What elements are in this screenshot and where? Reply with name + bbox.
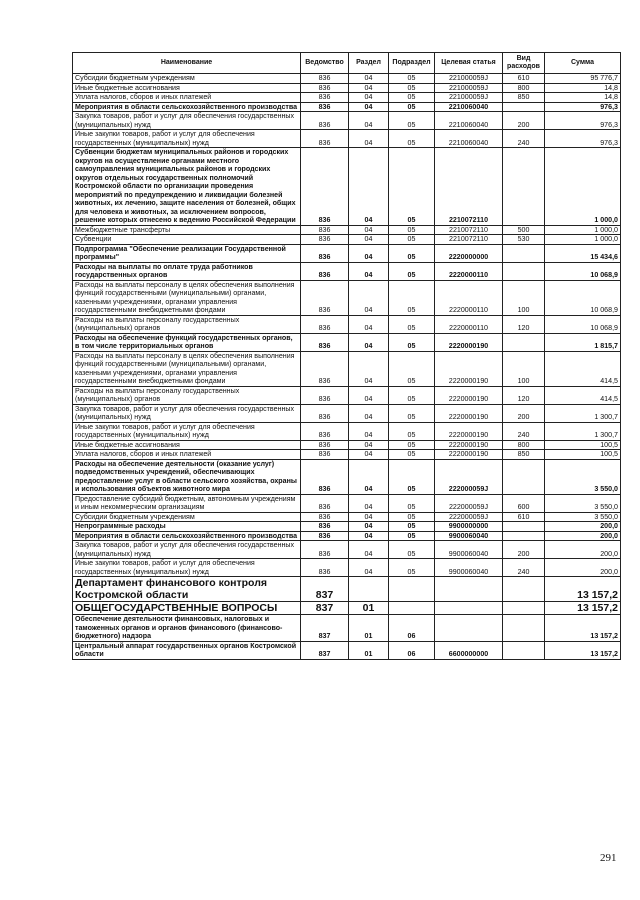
cell-vedomstvo: 836 xyxy=(301,93,349,103)
cell-celevaya-statya: 9900060040 xyxy=(435,531,503,541)
cell-razdel: 04 xyxy=(349,148,389,226)
cell-vid-rashodov: 200 xyxy=(503,541,545,559)
cell-podrazdel: 05 xyxy=(389,404,435,422)
cell-vedomstvo: 836 xyxy=(301,512,349,522)
cell-celevaya-statya xyxy=(435,615,503,642)
cell-podrazdel: 06 xyxy=(389,615,435,642)
cell-summa: 13 157,2 xyxy=(545,602,621,615)
cell-vedomstvo: 836 xyxy=(301,333,349,351)
cell-summa: 13 157,2 xyxy=(545,615,621,642)
cell-razdel: 04 xyxy=(349,315,389,333)
cell-summa: 414,5 xyxy=(545,351,621,386)
table-row xyxy=(73,494,621,512)
cell-summa: 15 434,6 xyxy=(545,244,621,262)
cell-name: Мероприятия в области сельскохозяйственного производства xyxy=(73,531,301,541)
cell-razdel: 04 xyxy=(349,512,389,522)
cell-vid-rashodov xyxy=(503,148,545,226)
cell-vedomstvo: 836 xyxy=(301,315,349,333)
cell-vid-rashodov: 200 xyxy=(503,404,545,422)
cell-razdel: 04 xyxy=(349,112,389,130)
cell-name: Подпрограмма "Обеспечение реализации Государственной программы" xyxy=(73,244,301,262)
cell-vedomstvo: 837 xyxy=(301,602,349,615)
table-row xyxy=(73,450,621,460)
table-row xyxy=(73,83,621,93)
cell-vid-rashodov: 240 xyxy=(503,130,545,148)
cell-podrazdel xyxy=(389,577,435,602)
cell-name: Расходы на выплаты по оплате труда работников государственных органов xyxy=(73,262,301,280)
cell-summa: 976,3 xyxy=(545,102,621,112)
cell-summa: 3 550,0 xyxy=(545,512,621,522)
table-row xyxy=(73,459,621,494)
cell-vid-rashodov xyxy=(503,602,545,615)
page-number: 291 xyxy=(600,852,617,864)
cell-celevaya-statya: 2210060040 xyxy=(435,102,503,112)
cell-vedomstvo: 836 xyxy=(301,494,349,512)
cell-vedomstvo: 837 xyxy=(301,615,349,642)
cell-podrazdel: 05 xyxy=(389,225,435,235)
table-row xyxy=(73,74,621,84)
cell-vid-rashodov: 240 xyxy=(503,422,545,440)
cell-celevaya-statya xyxy=(435,602,503,615)
cell-podrazdel: 05 xyxy=(389,351,435,386)
table-row xyxy=(73,351,621,386)
cell-summa: 13 157,2 xyxy=(545,641,621,659)
cell-podrazdel: 05 xyxy=(389,512,435,522)
cell-summa: 3 550,0 xyxy=(545,459,621,494)
cell-razdel: 04 xyxy=(349,422,389,440)
cell-podrazdel: 05 xyxy=(389,74,435,84)
cell-vid-rashodov xyxy=(503,615,545,642)
table-body xyxy=(73,74,621,660)
table-row xyxy=(73,148,621,226)
cell-vedomstvo: 836 xyxy=(301,102,349,112)
cell-name: Иные бюджетные ассигнования xyxy=(73,83,301,93)
cell-vid-rashodov xyxy=(503,333,545,351)
cell-razdel: 04 xyxy=(349,235,389,245)
table-row xyxy=(73,333,621,351)
cell-summa: 10 068,9 xyxy=(545,280,621,315)
cell-vid-rashodov xyxy=(503,244,545,262)
cell-summa: 200,0 xyxy=(545,559,621,577)
cell-razdel: 04 xyxy=(349,74,389,84)
cell-razdel: 04 xyxy=(349,333,389,351)
cell-vid-rashodov xyxy=(503,102,545,112)
cell-summa: 95 776,7 xyxy=(545,74,621,84)
cell-celevaya-statya: 6600000000 xyxy=(435,641,503,659)
header-podrazdel: Подраздел xyxy=(389,53,435,74)
table-header-row xyxy=(73,53,621,74)
cell-celevaya-statya: 9900060040 xyxy=(435,559,503,577)
cell-razdel: 04 xyxy=(349,351,389,386)
cell-name: Непрограммные расходы xyxy=(73,522,301,532)
cell-podrazdel: 05 xyxy=(389,531,435,541)
cell-summa: 1 000,0 xyxy=(545,235,621,245)
table-row xyxy=(73,602,621,615)
cell-name: Закупка товаров, работ и услуг для обеспечения государственных (муниципальных) нужд xyxy=(73,112,301,130)
cell-summa: 14,8 xyxy=(545,93,621,103)
cell-name: Мероприятия в области сельскохозяйственного производства xyxy=(73,102,301,112)
cell-razdel: 04 xyxy=(349,244,389,262)
table-row xyxy=(73,440,621,450)
cell-name: Субвенции xyxy=(73,235,301,245)
cell-razdel: 04 xyxy=(349,83,389,93)
cell-name: Субсидии бюджетным учреждениям xyxy=(73,512,301,522)
cell-podrazdel: 05 xyxy=(389,386,435,404)
cell-celevaya-statya: 9900060040 xyxy=(435,541,503,559)
cell-celevaya-statya: 2210072110 xyxy=(435,225,503,235)
cell-summa: 3 550,0 xyxy=(545,494,621,512)
cell-name: Расходы на выплаты персоналу в целях обеспечения выполнения функций государственными (муниципальными) органами, казенными учреждениями, органами управления государственными внебюджетными фондами xyxy=(73,280,301,315)
header-razdel: Раздел xyxy=(349,53,389,74)
table-row xyxy=(73,404,621,422)
cell-vedomstvo: 836 xyxy=(301,531,349,541)
cell-vid-rashodov: 120 xyxy=(503,315,545,333)
cell-vedomstvo: 836 xyxy=(301,404,349,422)
cell-celevaya-statya: 2220000000 xyxy=(435,244,503,262)
cell-vedomstvo: 836 xyxy=(301,130,349,148)
cell-summa: 100,5 xyxy=(545,450,621,460)
cell-celevaya-statya: 2220000190 xyxy=(435,450,503,460)
cell-razdel: 04 xyxy=(349,386,389,404)
cell-summa: 10 068,9 xyxy=(545,315,621,333)
cell-vedomstvo: 836 xyxy=(301,386,349,404)
cell-vid-rashodov: 240 xyxy=(503,559,545,577)
cell-podrazdel: 05 xyxy=(389,130,435,148)
cell-summa: 100,5 xyxy=(545,440,621,450)
cell-summa: 1 300,7 xyxy=(545,422,621,440)
cell-podrazdel: 05 xyxy=(389,83,435,93)
cell-celevaya-statya: 9900000000 xyxy=(435,522,503,532)
budget-table xyxy=(72,52,621,660)
cell-celevaya-statya: 2220000190 xyxy=(435,440,503,450)
cell-summa: 13 157,2 xyxy=(545,577,621,602)
cell-razdel: 04 xyxy=(349,225,389,235)
cell-vedomstvo: 836 xyxy=(301,235,349,245)
cell-vid-rashodov xyxy=(503,641,545,659)
cell-podrazdel: 05 xyxy=(389,459,435,494)
cell-celevaya-statya: 2220000110 xyxy=(435,262,503,280)
cell-vid-rashodov: 100 xyxy=(503,280,545,315)
cell-name: Иные закупки товаров, работ и услуг для обеспечения государственных (муниципальных) нужд xyxy=(73,130,301,148)
table-row xyxy=(73,244,621,262)
cell-razdel: 04 xyxy=(349,280,389,315)
cell-podrazdel: 05 xyxy=(389,450,435,460)
table-row xyxy=(73,512,621,522)
cell-vid-rashodov: 850 xyxy=(503,450,545,460)
cell-celevaya-statya: 222000059J xyxy=(435,459,503,494)
cell-vedomstvo: 836 xyxy=(301,280,349,315)
cell-summa: 1 300,7 xyxy=(545,404,621,422)
cell-vedomstvo: 837 xyxy=(301,577,349,602)
cell-name: Уплата налогов, сборов и иных платежей xyxy=(73,93,301,103)
cell-vid-rashodov: 850 xyxy=(503,93,545,103)
cell-celevaya-statya: 2210060040 xyxy=(435,130,503,148)
cell-celevaya-statya: 2220000190 xyxy=(435,386,503,404)
cell-razdel: 04 xyxy=(349,531,389,541)
table-row xyxy=(73,559,621,577)
cell-celevaya-statya xyxy=(435,577,503,602)
cell-podrazdel: 05 xyxy=(389,102,435,112)
cell-razdel: 04 xyxy=(349,459,389,494)
cell-name: Предоставление субсидий бюджетным, автономным учреждениям и иным некоммерческим организациям xyxy=(73,494,301,512)
cell-vid-rashodov: 530 xyxy=(503,235,545,245)
cell-vedomstvo: 836 xyxy=(301,522,349,532)
table-row xyxy=(73,577,621,602)
cell-celevaya-statya: 2220000190 xyxy=(435,351,503,386)
cell-podrazdel: 05 xyxy=(389,315,435,333)
cell-summa: 1 000,0 xyxy=(545,225,621,235)
header-name: Наименование xyxy=(73,53,301,74)
cell-podrazdel: 05 xyxy=(389,422,435,440)
cell-celevaya-statya: 2220000190 xyxy=(435,404,503,422)
header-vid-rashodov: Вид расходов xyxy=(503,53,545,74)
cell-name: Субсидии бюджетным учреждениям xyxy=(73,74,301,84)
cell-razdel: 01 xyxy=(349,641,389,659)
cell-podrazdel: 05 xyxy=(389,93,435,103)
cell-summa: 414,5 xyxy=(545,386,621,404)
table-row xyxy=(73,641,621,659)
cell-summa: 976,3 xyxy=(545,130,621,148)
cell-celevaya-statya: 221000059J xyxy=(435,83,503,93)
cell-podrazdel: 05 xyxy=(389,541,435,559)
table-row xyxy=(73,541,621,559)
cell-summa: 1 815,7 xyxy=(545,333,621,351)
cell-vedomstvo: 836 xyxy=(301,541,349,559)
cell-razdel xyxy=(349,577,389,602)
cell-vedomstvo: 836 xyxy=(301,225,349,235)
cell-name: Уплата налогов, сборов и иных платежей xyxy=(73,450,301,460)
table-row xyxy=(73,102,621,112)
cell-vid-rashodov: 100 xyxy=(503,351,545,386)
cell-razdel: 04 xyxy=(349,559,389,577)
cell-celevaya-statya: 222000059J xyxy=(435,494,503,512)
cell-name: Расходы на выплаты персоналу в целях обеспечения выполнения функций государственными (муниципальными) органами, казенными учреждениями, органами управления государственными внебюджетными фондами xyxy=(73,351,301,386)
cell-razdel: 04 xyxy=(349,93,389,103)
cell-razdel: 04 xyxy=(349,130,389,148)
cell-vid-rashodov xyxy=(503,459,545,494)
cell-celevaya-statya: 2220000190 xyxy=(435,333,503,351)
cell-podrazdel: 05 xyxy=(389,112,435,130)
cell-podrazdel: 05 xyxy=(389,148,435,226)
cell-celevaya-statya: 2220000110 xyxy=(435,315,503,333)
cell-razdel: 04 xyxy=(349,440,389,450)
cell-podrazdel: 05 xyxy=(389,333,435,351)
cell-vid-rashodov: 610 xyxy=(503,74,545,84)
cell-vid-rashodov: 800 xyxy=(503,440,545,450)
cell-celevaya-statya: 2210060040 xyxy=(435,112,503,130)
cell-podrazdel: 05 xyxy=(389,494,435,512)
cell-name: Межбюджетные трансферты xyxy=(73,225,301,235)
cell-name: Субвенции бюджетам муниципальных районов и городских округов на осуществление органами местного самоуправления муниципальных районов и городских округов отдельных государственных полномочий Костромской области по организации проведения мероприятий по предупреждению и ликвидации болезней животных, их лечению, защите населения от болезней, общих для человека и животных, за исключением вопросов, решение которых отнесено к ведению Российской Федерации xyxy=(73,148,301,226)
table-row xyxy=(73,522,621,532)
cell-vedomstvo: 836 xyxy=(301,459,349,494)
cell-vedomstvo: 836 xyxy=(301,422,349,440)
cell-name: ОБЩЕГОСУДАРСТВЕННЫЕ ВОПРОСЫ xyxy=(73,602,301,615)
cell-razdel: 01 xyxy=(349,615,389,642)
cell-celevaya-statya: 2220000110 xyxy=(435,280,503,315)
cell-vedomstvo: 836 xyxy=(301,440,349,450)
cell-vedomstvo: 836 xyxy=(301,559,349,577)
cell-vid-rashodov: 200 xyxy=(503,112,545,130)
cell-celevaya-statya: 222000059J xyxy=(435,512,503,522)
cell-celevaya-statya: 221000059J xyxy=(435,74,503,84)
cell-vedomstvo: 836 xyxy=(301,262,349,280)
cell-vid-rashodov: 500 xyxy=(503,225,545,235)
header-vedomstvo: Ведомство xyxy=(301,53,349,74)
cell-podrazdel: 05 xyxy=(389,280,435,315)
cell-podrazdel: 06 xyxy=(389,641,435,659)
table-row xyxy=(73,262,621,280)
cell-vid-rashodov: 120 xyxy=(503,386,545,404)
cell-name: Расходы на выплаты персоналу государственных (муниципальных) органов xyxy=(73,315,301,333)
table-row xyxy=(73,386,621,404)
cell-podrazdel: 05 xyxy=(389,235,435,245)
cell-vedomstvo: 836 xyxy=(301,244,349,262)
cell-vid-rashodov xyxy=(503,531,545,541)
cell-vedomstvo: 836 xyxy=(301,112,349,130)
cell-name: Иные закупки товаров, работ и услуг для обеспечения государственных (муниципальных) нужд xyxy=(73,559,301,577)
cell-summa: 200,0 xyxy=(545,541,621,559)
header-summa: Сумма xyxy=(545,53,621,74)
table-row xyxy=(73,235,621,245)
cell-vedomstvo: 836 xyxy=(301,450,349,460)
cell-vedomstvo: 836 xyxy=(301,148,349,226)
table-row xyxy=(73,315,621,333)
cell-name: Расходы на выплаты персоналу государственных (муниципальных) органов xyxy=(73,386,301,404)
cell-summa: 14,8 xyxy=(545,83,621,93)
cell-razdel: 04 xyxy=(349,262,389,280)
cell-summa: 976,3 xyxy=(545,112,621,130)
cell-razdel: 04 xyxy=(349,102,389,112)
cell-vedomstvo: 837 xyxy=(301,641,349,659)
cell-vid-rashodov xyxy=(503,577,545,602)
cell-vedomstvo: 836 xyxy=(301,351,349,386)
header-celevaya-statya: Целевая статья xyxy=(435,53,503,74)
table-row xyxy=(73,422,621,440)
cell-vedomstvo: 836 xyxy=(301,83,349,93)
cell-vid-rashodov: 610 xyxy=(503,512,545,522)
cell-razdel: 01 xyxy=(349,602,389,615)
cell-podrazdel: 05 xyxy=(389,522,435,532)
cell-name: Департамент финансового контроля Костромской области xyxy=(73,577,301,602)
cell-summa: 200,0 xyxy=(545,522,621,532)
cell-vid-rashodov: 600 xyxy=(503,494,545,512)
cell-celevaya-statya: 2210072110 xyxy=(435,235,503,245)
cell-razdel: 04 xyxy=(349,450,389,460)
table-row xyxy=(73,225,621,235)
cell-vid-rashodov xyxy=(503,262,545,280)
cell-name: Закупка товаров, работ и услуг для обеспечения государственных (муниципальных) нужд xyxy=(73,404,301,422)
cell-razdel: 04 xyxy=(349,541,389,559)
cell-podrazdel: 05 xyxy=(389,559,435,577)
table-row xyxy=(73,615,621,642)
cell-vedomstvo: 836 xyxy=(301,74,349,84)
table-row xyxy=(73,130,621,148)
cell-name: Закупка товаров, работ и услуг для обеспечения государственных (муниципальных) нужд xyxy=(73,541,301,559)
cell-name: Центральный аппарат государственных органов Костромской области xyxy=(73,641,301,659)
cell-vid-rashodov: 800 xyxy=(503,83,545,93)
table-row xyxy=(73,531,621,541)
table-row xyxy=(73,93,621,103)
cell-podrazdel: 05 xyxy=(389,440,435,450)
cell-razdel: 04 xyxy=(349,494,389,512)
cell-name: Обеспечение деятельности финансовых, налоговых и таможенных органов и органов финансового (финансово-бюджетного) надзора xyxy=(73,615,301,642)
cell-podrazdel: 05 xyxy=(389,262,435,280)
table-row xyxy=(73,112,621,130)
cell-razdel: 04 xyxy=(349,522,389,532)
cell-podrazdel: 05 xyxy=(389,244,435,262)
table-row xyxy=(73,280,621,315)
cell-name: Иные закупки товаров, работ и услуг для обеспечения государственных (муниципальных) нужд xyxy=(73,422,301,440)
cell-celevaya-statya: 221000059J xyxy=(435,93,503,103)
cell-name: Расходы на обеспечение деятельности (оказание услуг) подведомственных учреждений, обеспечивающих предоставление услуг в области сельского хозяйства, охраны и использования объектов животного мира xyxy=(73,459,301,494)
cell-name: Расходы на обеспечение функций государственных органов, в том числе территориальных органов xyxy=(73,333,301,351)
cell-celevaya-statya: 2210072110 xyxy=(435,148,503,226)
cell-vid-rashodov xyxy=(503,522,545,532)
cell-summa: 1 000,0 xyxy=(545,148,621,226)
cell-podrazdel xyxy=(389,602,435,615)
cell-celevaya-statya: 2220000190 xyxy=(435,422,503,440)
cell-summa: 10 068,9 xyxy=(545,262,621,280)
cell-razdel: 04 xyxy=(349,404,389,422)
cell-summa: 200,0 xyxy=(545,531,621,541)
cell-name: Иные бюджетные ассигнования xyxy=(73,440,301,450)
